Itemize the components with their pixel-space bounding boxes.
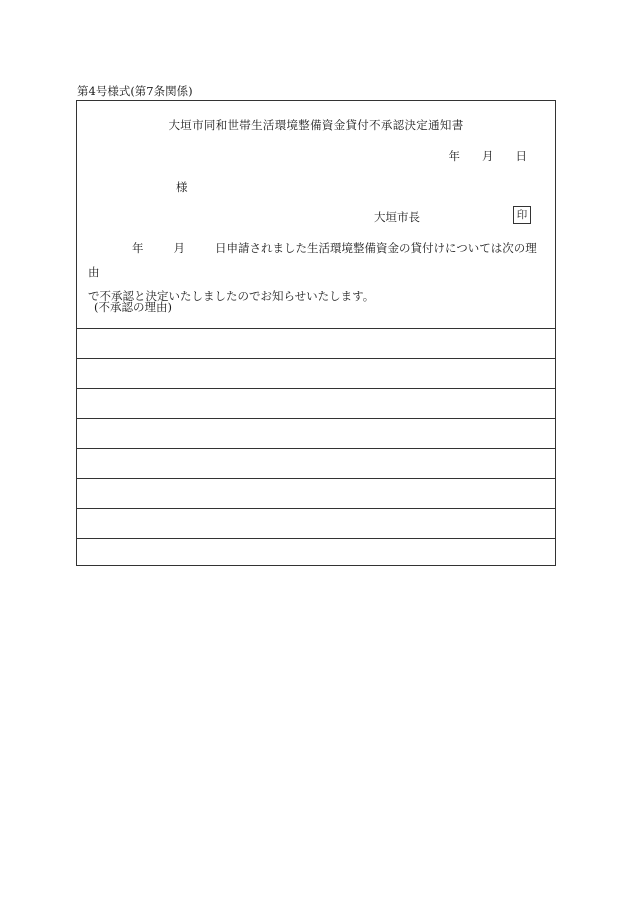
date-year: 年 — [448, 149, 460, 163]
seal-mark: 印 — [513, 206, 531, 224]
reason-line — [77, 328, 555, 358]
addressee-suffix: 様 — [176, 180, 188, 194]
reason-line — [77, 508, 555, 538]
reason-line — [77, 418, 555, 448]
reason-lines — [77, 328, 555, 568]
reason-line — [77, 538, 555, 568]
reason-line — [77, 388, 555, 418]
reason-line — [77, 448, 555, 478]
notice-body — [88, 236, 548, 308]
date-month: 月 — [482, 149, 494, 163]
reason-line — [77, 358, 555, 388]
notice-body-line-2: で不承認と決定いたしましたのでお知らせいたします。 — [88, 289, 375, 303]
body-month: 月 — [173, 241, 185, 255]
document-title: 大垣市同和世帯生活環境整備資金貸付不承認決定通知書 — [168, 118, 464, 132]
body-line1-rest: 日申請されました生活環境整備資金の貸付けについては次の理由 — [88, 241, 537, 279]
date-line — [449, 148, 528, 164]
notice-form — [76, 100, 556, 566]
issuer-name: 大垣市長 — [374, 210, 420, 224]
notice-body-line-1 — [88, 236, 548, 284]
body-year: 年 — [132, 241, 144, 255]
date-day: 日 — [515, 149, 527, 163]
reason-label: (不承認の理由) — [94, 300, 172, 314]
reason-line — [77, 478, 555, 508]
form-number: 第4号様式(第7条関係) — [77, 84, 193, 98]
